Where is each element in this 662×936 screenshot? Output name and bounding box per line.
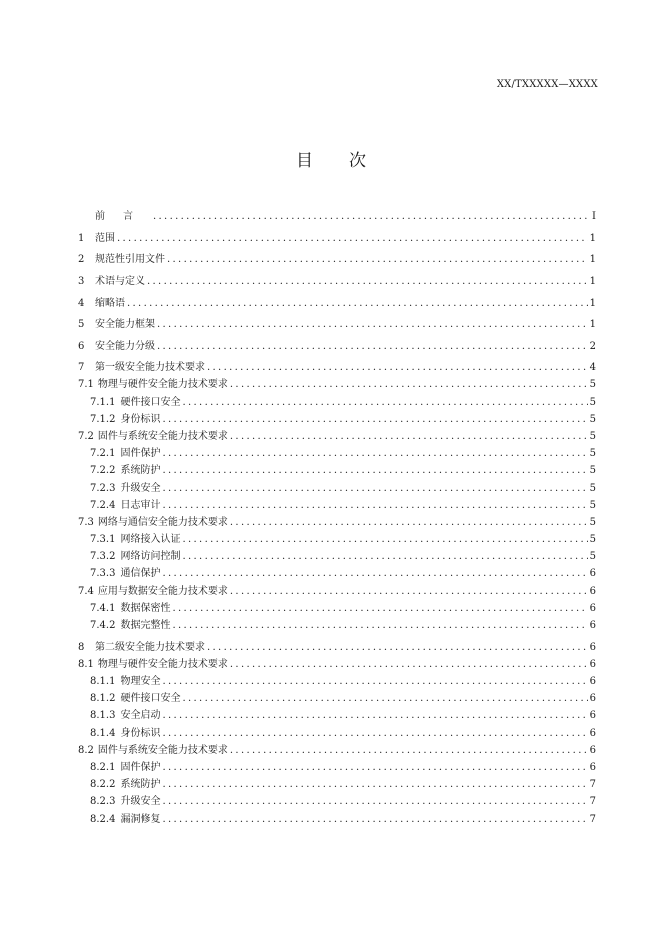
toc-entry-title: 漏洞修复 — [120, 813, 161, 825]
toc-entry-number: 7.1.1 — [90, 396, 116, 408]
toc-entry[interactable] — [78, 598, 596, 615]
toc-entry-page-number: 5 — [589, 499, 596, 511]
toc-entry-title: 物理与硬件安全能力技术要求 — [97, 658, 228, 670]
toc-entry-title: 规范性引用文件 — [95, 254, 165, 266]
toc-entry-number: 1 — [78, 232, 85, 244]
toc-leader-dots — [127, 297, 588, 310]
toc-entry-title: 应用与数据安全能力技术要求 — [97, 585, 228, 597]
toc-entry[interactable] — [78, 409, 596, 426]
toc-leader-dots — [182, 396, 587, 409]
toc-entry-page-number: 5 — [589, 516, 596, 528]
toc-entry-number: 7.3.1 — [90, 534, 116, 546]
toc-entry-page-number: 6 — [589, 693, 596, 705]
toc-leader-dots — [230, 430, 588, 443]
toc-entry[interactable] — [78, 477, 596, 494]
toc-entry-title: 硬件接口安全 — [120, 693, 181, 705]
toc-entry-page-number: 6 — [589, 658, 596, 670]
toc-entry[interactable] — [78, 654, 596, 671]
toc-entry[interactable] — [78, 740, 596, 757]
page-title — [0, 146, 662, 171]
toc-entry-title: 日志审计 — [120, 499, 161, 511]
toc-leader-dots — [117, 232, 588, 245]
toc-entry[interactable] — [78, 374, 596, 391]
toc-entry[interactable] — [78, 426, 596, 443]
toc-leader-dots — [230, 378, 588, 391]
toc-entry-title: 身份标识 — [120, 413, 161, 425]
toc-entry-page-number: 5 — [589, 379, 596, 391]
toc-entry-title: 系统防护 — [120, 779, 161, 791]
toc-leader-dots — [147, 275, 588, 288]
toc-entry-title: 前言 — [95, 211, 151, 223]
toc-entry-title: 物理安全 — [120, 676, 161, 687]
toc-entry-number: 7 — [78, 362, 85, 374]
toc-entry-page-number: 6 — [589, 710, 596, 722]
toc-entry-page-number: 6 — [589, 602, 596, 614]
toc-entry-title: 固件保护 — [120, 448, 161, 460]
toc-entry-page-number: 5 — [589, 551, 596, 563]
toc-entry[interactable] — [78, 774, 596, 791]
toc-entry-number: 7.4.2 — [90, 620, 116, 632]
toc-entry-number: 8.2.3 — [90, 796, 116, 808]
toc-entry-title: 安全能力框架 — [95, 319, 155, 331]
toc-entry-page-number: I — [592, 211, 596, 223]
toc-leader-dots — [162, 795, 587, 808]
toc-entry-number: 4 — [78, 297, 85, 309]
toc-leader-dots — [230, 516, 588, 529]
toc-entry-title: 网络接入认证 — [120, 534, 181, 546]
toc-entry-number: 7.2.2 — [90, 465, 116, 477]
toc-entry-number: 7.4 — [78, 585, 94, 597]
toc-entry-number: 7.1.2 — [90, 413, 116, 425]
toc-entry-number: 7.3.2 — [90, 551, 116, 563]
toc-leader-dots — [182, 550, 587, 563]
toc-entry-title: 范围 — [95, 232, 115, 244]
toc-entry-title: 固件保护 — [120, 761, 161, 773]
toc-entry-number: 7.2 — [78, 430, 94, 442]
toc-leader-dots — [162, 761, 587, 774]
toc-entry-page-number: 7 — [589, 796, 596, 808]
toc-entry-title: 网络访问控制 — [120, 551, 181, 563]
toc-entry-number: 8.1.2 — [90, 693, 116, 705]
toc-entry-title: 数据保密性 — [120, 602, 171, 614]
toc-entry[interactable] — [78, 529, 596, 546]
toc-entry-number: 8.2 — [78, 744, 94, 756]
toc-entry[interactable] — [78, 495, 596, 512]
toc-leader-dots — [172, 602, 587, 615]
toc-entry[interactable] — [78, 671, 596, 688]
toc-entry-page-number: 2 — [589, 340, 596, 352]
toc-entry-number: 8.1.1 — [90, 676, 116, 687]
toc-leader-dots — [162, 499, 587, 512]
toc-entry-number: 8.1.4 — [90, 727, 116, 739]
toc-entry-page-number: 5 — [589, 396, 596, 408]
toc-entry-number: 5 — [78, 319, 85, 331]
toc-entry-title: 升级安全 — [120, 482, 161, 494]
toc-leader-dots — [162, 675, 587, 688]
toc-entry-number: 2 — [78, 254, 85, 266]
toc-entry[interactable] — [78, 335, 596, 352]
toc-entry-page-number: 6 — [589, 676, 596, 687]
toc-leader-dots — [162, 567, 587, 580]
toc-entry-page-number: 4 — [589, 362, 596, 374]
toc-entry-number: 7.2.4 — [90, 499, 116, 511]
toc-entry[interactable] — [78, 271, 596, 288]
toc-entry-page-number: 6 — [589, 568, 596, 580]
toc-entry[interactable] — [78, 460, 596, 477]
toc-entry-title: 通信保护 — [120, 568, 161, 580]
toc-entry-title: 术语与定义 — [95, 275, 145, 287]
toc-entry[interactable] — [78, 808, 596, 825]
title-char-1: 目 — [296, 151, 313, 171]
toc-entry[interactable] — [78, 357, 596, 374]
toc-entry-number: 8.2.1 — [90, 761, 116, 773]
toc-entry-number: 7.2.3 — [90, 482, 116, 494]
toc-entry-title: 硬件接口安全 — [120, 396, 181, 408]
toc-entry[interactable] — [78, 391, 596, 408]
toc-entry-title: 系统防护 — [120, 465, 161, 477]
toc-entry[interactable] — [78, 580, 596, 597]
toc-entry-number: 8.1.3 — [90, 710, 116, 722]
toc-entry-number: 8.1 — [78, 658, 94, 670]
toc-leader-dots — [207, 361, 588, 374]
toc-entry-page-number: 7 — [589, 779, 596, 791]
toc-entry-title: 数据完整性 — [120, 620, 171, 632]
toc-entry[interactable] — [78, 512, 596, 529]
toc-entry-page-number: 5 — [589, 430, 596, 442]
toc-leader-dots — [157, 340, 588, 353]
toc-leader-dots — [162, 727, 587, 740]
toc-entry[interactable] — [78, 292, 596, 309]
toc-entry-page-number: 1 — [589, 297, 596, 309]
toc-entry-title: 升级安全 — [120, 796, 161, 808]
toc-leader-dots — [162, 464, 587, 477]
toc-entry-title: 物理与硬件安全能力技术要求 — [97, 379, 228, 391]
toc-leader-dots — [162, 778, 587, 791]
toc-leader-dots — [162, 413, 587, 426]
toc-entry-number: 7.1 — [78, 379, 94, 391]
toc-leader-dots — [182, 692, 587, 705]
toc-entry[interactable] — [78, 249, 596, 266]
toc-entry-title: 安全能力分级 — [95, 340, 155, 352]
toc-entry-page-number: 1 — [589, 319, 596, 331]
toc-entry-number: 8.2.4 — [90, 813, 116, 825]
title-char-2: 次 — [349, 151, 366, 171]
toc-leader-dots — [162, 447, 587, 460]
toc-entry[interactable] — [78, 791, 596, 808]
toc-entry[interactable] — [78, 443, 596, 460]
toc-entry-page-number: 5 — [589, 413, 596, 425]
toc-leader-dots — [182, 533, 587, 546]
toc-entry-number: 7.3 — [78, 516, 94, 528]
toc-entry-page-number: 1 — [589, 232, 596, 244]
toc-entry-page-number: 6 — [589, 585, 596, 597]
toc-entry-number: 8 — [78, 641, 85, 653]
toc-entry-page-number: 7 — [589, 813, 596, 825]
toc-entry-title: 缩略语 — [95, 297, 125, 309]
toc-entry-page-number: 5 — [589, 534, 596, 546]
toc-leader-dots — [162, 482, 587, 495]
toc-entry-page-number: 6 — [589, 620, 596, 632]
toc-entry-page-number: 5 — [589, 465, 596, 477]
toc-entry[interactable] — [78, 636, 596, 653]
toc-leader-dots — [162, 813, 587, 826]
toc-entry[interactable] — [78, 615, 596, 632]
toc-entry[interactable] — [78, 206, 596, 223]
toc-entry-page-number: 5 — [589, 448, 596, 460]
toc-entry[interactable] — [78, 757, 596, 774]
toc-entry-title: 固件与系统安全能力技术要求 — [97, 430, 228, 442]
toc-entry[interactable] — [78, 563, 596, 580]
toc-entry[interactable] — [78, 688, 596, 705]
toc-entry-number: 8.2.2 — [90, 779, 116, 791]
toc-entry-page-number: 6 — [589, 744, 596, 756]
toc-leader-dots — [230, 585, 588, 598]
toc-entry-page-number: 1 — [589, 254, 596, 266]
toc-entry-page-number: 6 — [589, 727, 596, 739]
document-code: XX/TXXXXX—XXXX — [496, 79, 598, 90]
toc-entry-page-number: 5 — [589, 482, 596, 494]
toc-entry-title: 第二级安全能力技术要求 — [95, 641, 205, 653]
toc-entry-number: 6 — [78, 340, 85, 352]
toc-entry-page-number: 6 — [589, 641, 596, 653]
toc-entry-title: 身份标识 — [120, 727, 161, 739]
toc-leader-dots — [162, 709, 587, 722]
toc-entry-page-number: 1 — [589, 275, 596, 287]
toc-entry[interactable] — [78, 722, 596, 739]
toc-entry-number: 7.3.3 — [90, 568, 116, 580]
toc-entry-title: 安全启动 — [120, 710, 161, 722]
table-of-contents — [78, 206, 596, 826]
toc-leader-dots — [230, 744, 588, 757]
toc-entry-title: 网络与通信安全能力技术要求 — [97, 516, 228, 528]
toc-leader-dots — [230, 658, 588, 671]
toc-entry[interactable] — [78, 705, 596, 722]
toc-entry-title: 第一级安全能力技术要求 — [95, 362, 205, 374]
toc-entry-number: 7.2.1 — [90, 448, 116, 460]
toc-entry-title: 固件与系统安全能力技术要求 — [97, 744, 228, 756]
toc-entry-number: 7.4.1 — [90, 602, 116, 614]
toc-entry[interactable] — [78, 546, 596, 563]
toc-leader-dots — [153, 210, 588, 223]
toc-leader-dots — [207, 641, 588, 654]
toc-entry-page-number: 6 — [589, 761, 596, 773]
toc-leader-dots — [172, 619, 587, 632]
toc-entry-number: 3 — [78, 275, 85, 287]
toc-leader-dots — [167, 253, 588, 266]
toc-leader-dots — [157, 318, 588, 331]
toc-entry[interactable] — [78, 314, 596, 331]
toc-entry[interactable] — [78, 228, 596, 245]
